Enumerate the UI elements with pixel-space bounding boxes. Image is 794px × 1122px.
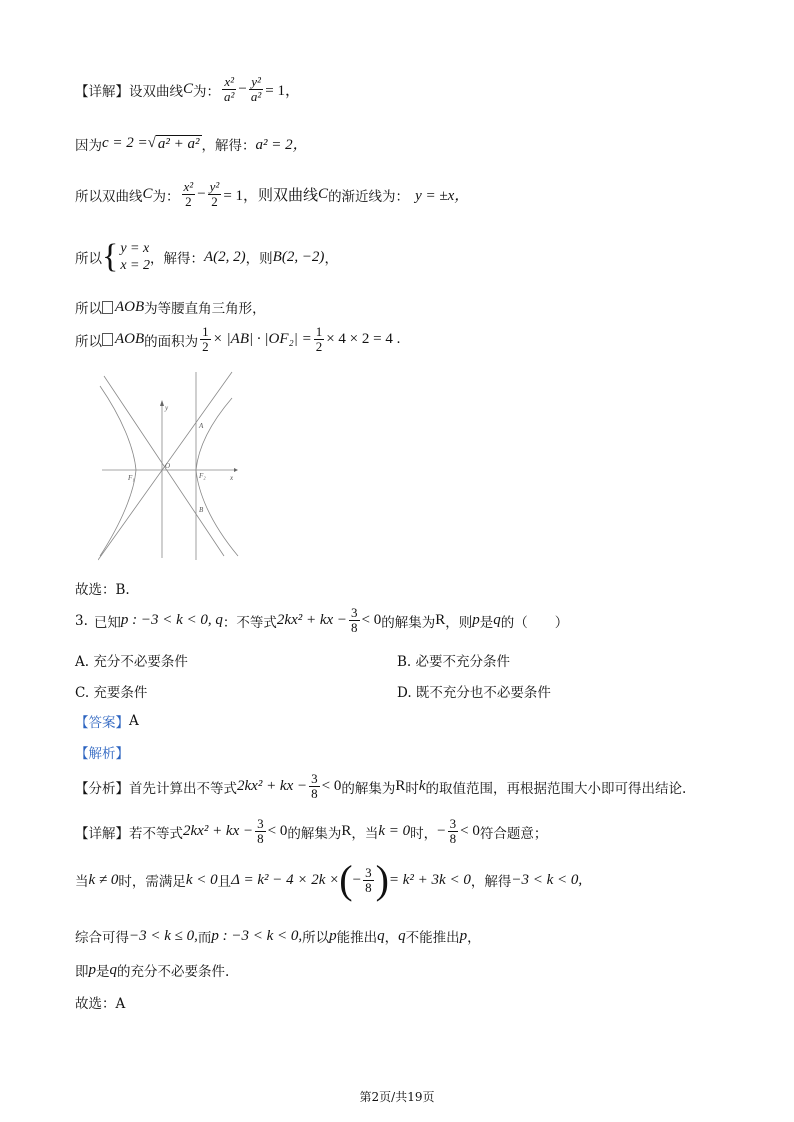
text: 不能推出 xyxy=(405,930,460,946)
expr: × 4 × 2 = 4 . xyxy=(326,331,401,347)
text: 而 xyxy=(197,930,212,946)
text: 的解集为 xyxy=(341,780,396,797)
left-branch xyxy=(100,386,136,556)
f2-label: F₂ xyxy=(199,472,206,480)
var: R xyxy=(435,612,446,628)
fraction: $\frac{3}{8}$ xyxy=(449,816,457,846)
option-c: C. 充要条件 xyxy=(75,685,148,701)
analysis-tag: 【解析】 xyxy=(75,746,129,762)
asymptote-1 xyxy=(104,376,224,556)
y-label: y xyxy=(165,404,169,412)
text: 时 xyxy=(405,780,419,797)
choice-line-1 xyxy=(75,578,130,598)
question-3 xyxy=(75,606,568,635)
text: 的（ ） xyxy=(500,614,569,631)
text: ，则 xyxy=(445,614,473,631)
sqrt: √ a² + a² xyxy=(147,135,200,152)
x-arrow-icon xyxy=(234,468,238,472)
expr: < 0 xyxy=(267,823,288,839)
fraction: $\frac{\text{y²}}{\text{a²}}$ xyxy=(250,74,262,104)
option-a: A. 充分不必要条件 xyxy=(75,654,188,670)
var: C xyxy=(318,186,329,202)
expr: < 0 xyxy=(361,612,382,628)
text: 【分析】 xyxy=(75,780,129,797)
answer-tag: 【答案】 xyxy=(75,715,129,731)
text: 当 xyxy=(75,874,89,890)
text: 时，需满足 xyxy=(118,874,186,890)
detail-line-1 xyxy=(75,817,547,846)
text: 的取值范围，再根据范围大小即可得出结论. xyxy=(425,780,687,797)
solution-line-4 xyxy=(75,240,338,274)
text: ， xyxy=(384,930,399,946)
text: 的面积为 xyxy=(144,333,199,350)
expr: c = 2 = xyxy=(102,135,148,151)
answer-line xyxy=(75,711,139,731)
text: 的充分不必要条件. xyxy=(117,964,230,980)
y-arrow-icon xyxy=(160,400,164,406)
expr: < 0 xyxy=(460,823,480,839)
detail-line-4 xyxy=(75,960,229,980)
triangle-symbol xyxy=(102,301,113,314)
point-b-label: B xyxy=(199,506,204,514)
choice-line-2 xyxy=(75,992,125,1012)
expr: × |AB| · |OF₂| = xyxy=(212,331,312,347)
expr: < 0 xyxy=(321,778,342,794)
expr: y = ±x， xyxy=(415,188,470,204)
fraction: $\frac{3}{8}$ xyxy=(257,816,264,846)
equation-system: { y = x x = 2 xyxy=(102,238,150,275)
text: 为等腰直角三角形， xyxy=(144,301,266,317)
text: 为： xyxy=(152,188,180,205)
fraction: $\frac{\text{y²}}{2}$ xyxy=(209,179,220,209)
expr: p : −3 < k < 0, q xyxy=(120,612,223,628)
expr: 2kx² + kx − xyxy=(183,823,254,839)
var: AOB xyxy=(115,331,145,347)
fraction: $\frac{1}{2}$ xyxy=(315,324,323,354)
solution-line-6 xyxy=(75,325,400,354)
text: 为： xyxy=(193,83,221,100)
fraction: $\frac{3}{8}$ xyxy=(351,605,358,635)
solution-line-2 xyxy=(75,133,308,154)
text: ， xyxy=(324,251,338,267)
var: p xyxy=(88,961,96,978)
detail-line-3 xyxy=(75,926,481,946)
var: p xyxy=(459,927,468,944)
fraction: $\frac{\text{x²}}{2}$ xyxy=(183,179,194,209)
fraction: $\frac{\text{x²}}{\text{a²}}$ xyxy=(224,74,235,104)
var: p xyxy=(329,927,337,944)
text: 所以 xyxy=(302,930,330,946)
solution-line-5 xyxy=(75,297,266,317)
text: 时， xyxy=(410,825,438,842)
point-a: A(2, 2) xyxy=(204,248,246,265)
option-b: B. 必要不充分条件 xyxy=(397,654,511,670)
text: 是 xyxy=(96,964,110,980)
var: q xyxy=(109,961,117,978)
page-footer: 第2页/共19页 xyxy=(359,1090,435,1104)
minus: − xyxy=(238,81,247,97)
expr: p : −3 < k < 0, xyxy=(211,927,303,944)
text: 所以 xyxy=(75,251,102,267)
text: 首先计算出不等式 xyxy=(129,780,237,797)
text: ，解得： xyxy=(201,137,256,154)
text: ，则 xyxy=(245,251,273,267)
text: 【详解】 xyxy=(75,825,129,842)
expr: −3 < k ≤ 0, xyxy=(129,927,198,944)
var: R xyxy=(395,778,406,794)
fraction: $\frac{1}{2}$ xyxy=(202,324,209,354)
expr: 2kx² + kx − xyxy=(276,612,348,628)
text: ，解得 xyxy=(470,874,512,890)
text: 能推出 xyxy=(336,930,378,946)
point-a-label: A xyxy=(199,422,204,430)
text: = 1，则双曲线 xyxy=(223,188,319,204)
var: k xyxy=(418,778,426,794)
expr: Δ = k² − 4 × 2k × xyxy=(231,871,340,888)
answer-value: A xyxy=(129,713,139,729)
text: 设双曲线 xyxy=(129,83,183,100)
text: 是 xyxy=(479,614,494,631)
minus: − xyxy=(197,186,206,202)
var: p xyxy=(472,612,480,628)
option-d: D. 既不充分也不必要条件 xyxy=(397,685,551,701)
x-label: x xyxy=(230,474,234,482)
fraction: $\frac{3}{8}$ xyxy=(311,771,318,801)
var: q xyxy=(377,927,385,944)
detail-line-2 xyxy=(75,857,583,902)
expr: k < 0 xyxy=(185,871,218,888)
text: ， xyxy=(467,930,481,946)
expr: k = 0 xyxy=(378,823,411,839)
var: q xyxy=(493,612,501,628)
var: C xyxy=(183,81,194,97)
text: 且 xyxy=(217,874,232,890)
text: 所以 xyxy=(75,333,102,350)
expr: a² = 2， xyxy=(255,137,308,153)
text: 的解集为 xyxy=(381,614,436,631)
text: 因为 xyxy=(75,137,102,154)
text: 故选：B. xyxy=(75,582,130,598)
origin-label: O xyxy=(165,462,171,470)
f1-label: F₁ xyxy=(128,474,135,482)
text: 即 xyxy=(75,964,89,980)
text: 的渐近线为： xyxy=(328,188,410,205)
text: ：不等式 xyxy=(222,614,277,631)
text: ，当 xyxy=(351,825,379,842)
expr: −3 < k < 0, xyxy=(511,871,583,888)
text: 综合可得 xyxy=(75,930,129,946)
point-b: B(2, −2) xyxy=(272,248,325,265)
text: 故选：A xyxy=(75,996,126,1012)
text: 符合题意； xyxy=(479,825,548,842)
analysis-line xyxy=(75,742,129,762)
expr: = k² + 3k < 0 xyxy=(388,871,471,888)
var: AOB xyxy=(115,298,145,315)
solution-line-3 xyxy=(75,180,469,209)
text: ，解得： xyxy=(150,251,204,267)
var: q xyxy=(398,927,406,944)
text: 若不等式 xyxy=(129,825,183,842)
triangle-symbol xyxy=(102,333,113,346)
text: = 1， xyxy=(265,83,301,99)
var: C xyxy=(142,186,153,202)
solution-line-1 xyxy=(75,75,300,104)
analysis-summary xyxy=(75,772,686,801)
text: 已知 xyxy=(93,614,121,631)
expr: k ≠ 0 xyxy=(88,871,119,888)
detail-tag: 【详解】 xyxy=(75,83,129,100)
paren-group: ( − $\frac{3}{8}$ ) xyxy=(339,857,389,902)
text: 所以 xyxy=(75,301,102,317)
text: 所以双曲线 xyxy=(75,188,143,205)
expr: 2kx² + kx − xyxy=(237,778,308,794)
hyperbola-figure xyxy=(98,370,248,562)
text: 的解集为 xyxy=(287,825,342,842)
minus: − xyxy=(437,823,446,839)
var: R xyxy=(341,823,352,839)
question-number: 3. xyxy=(75,612,88,629)
